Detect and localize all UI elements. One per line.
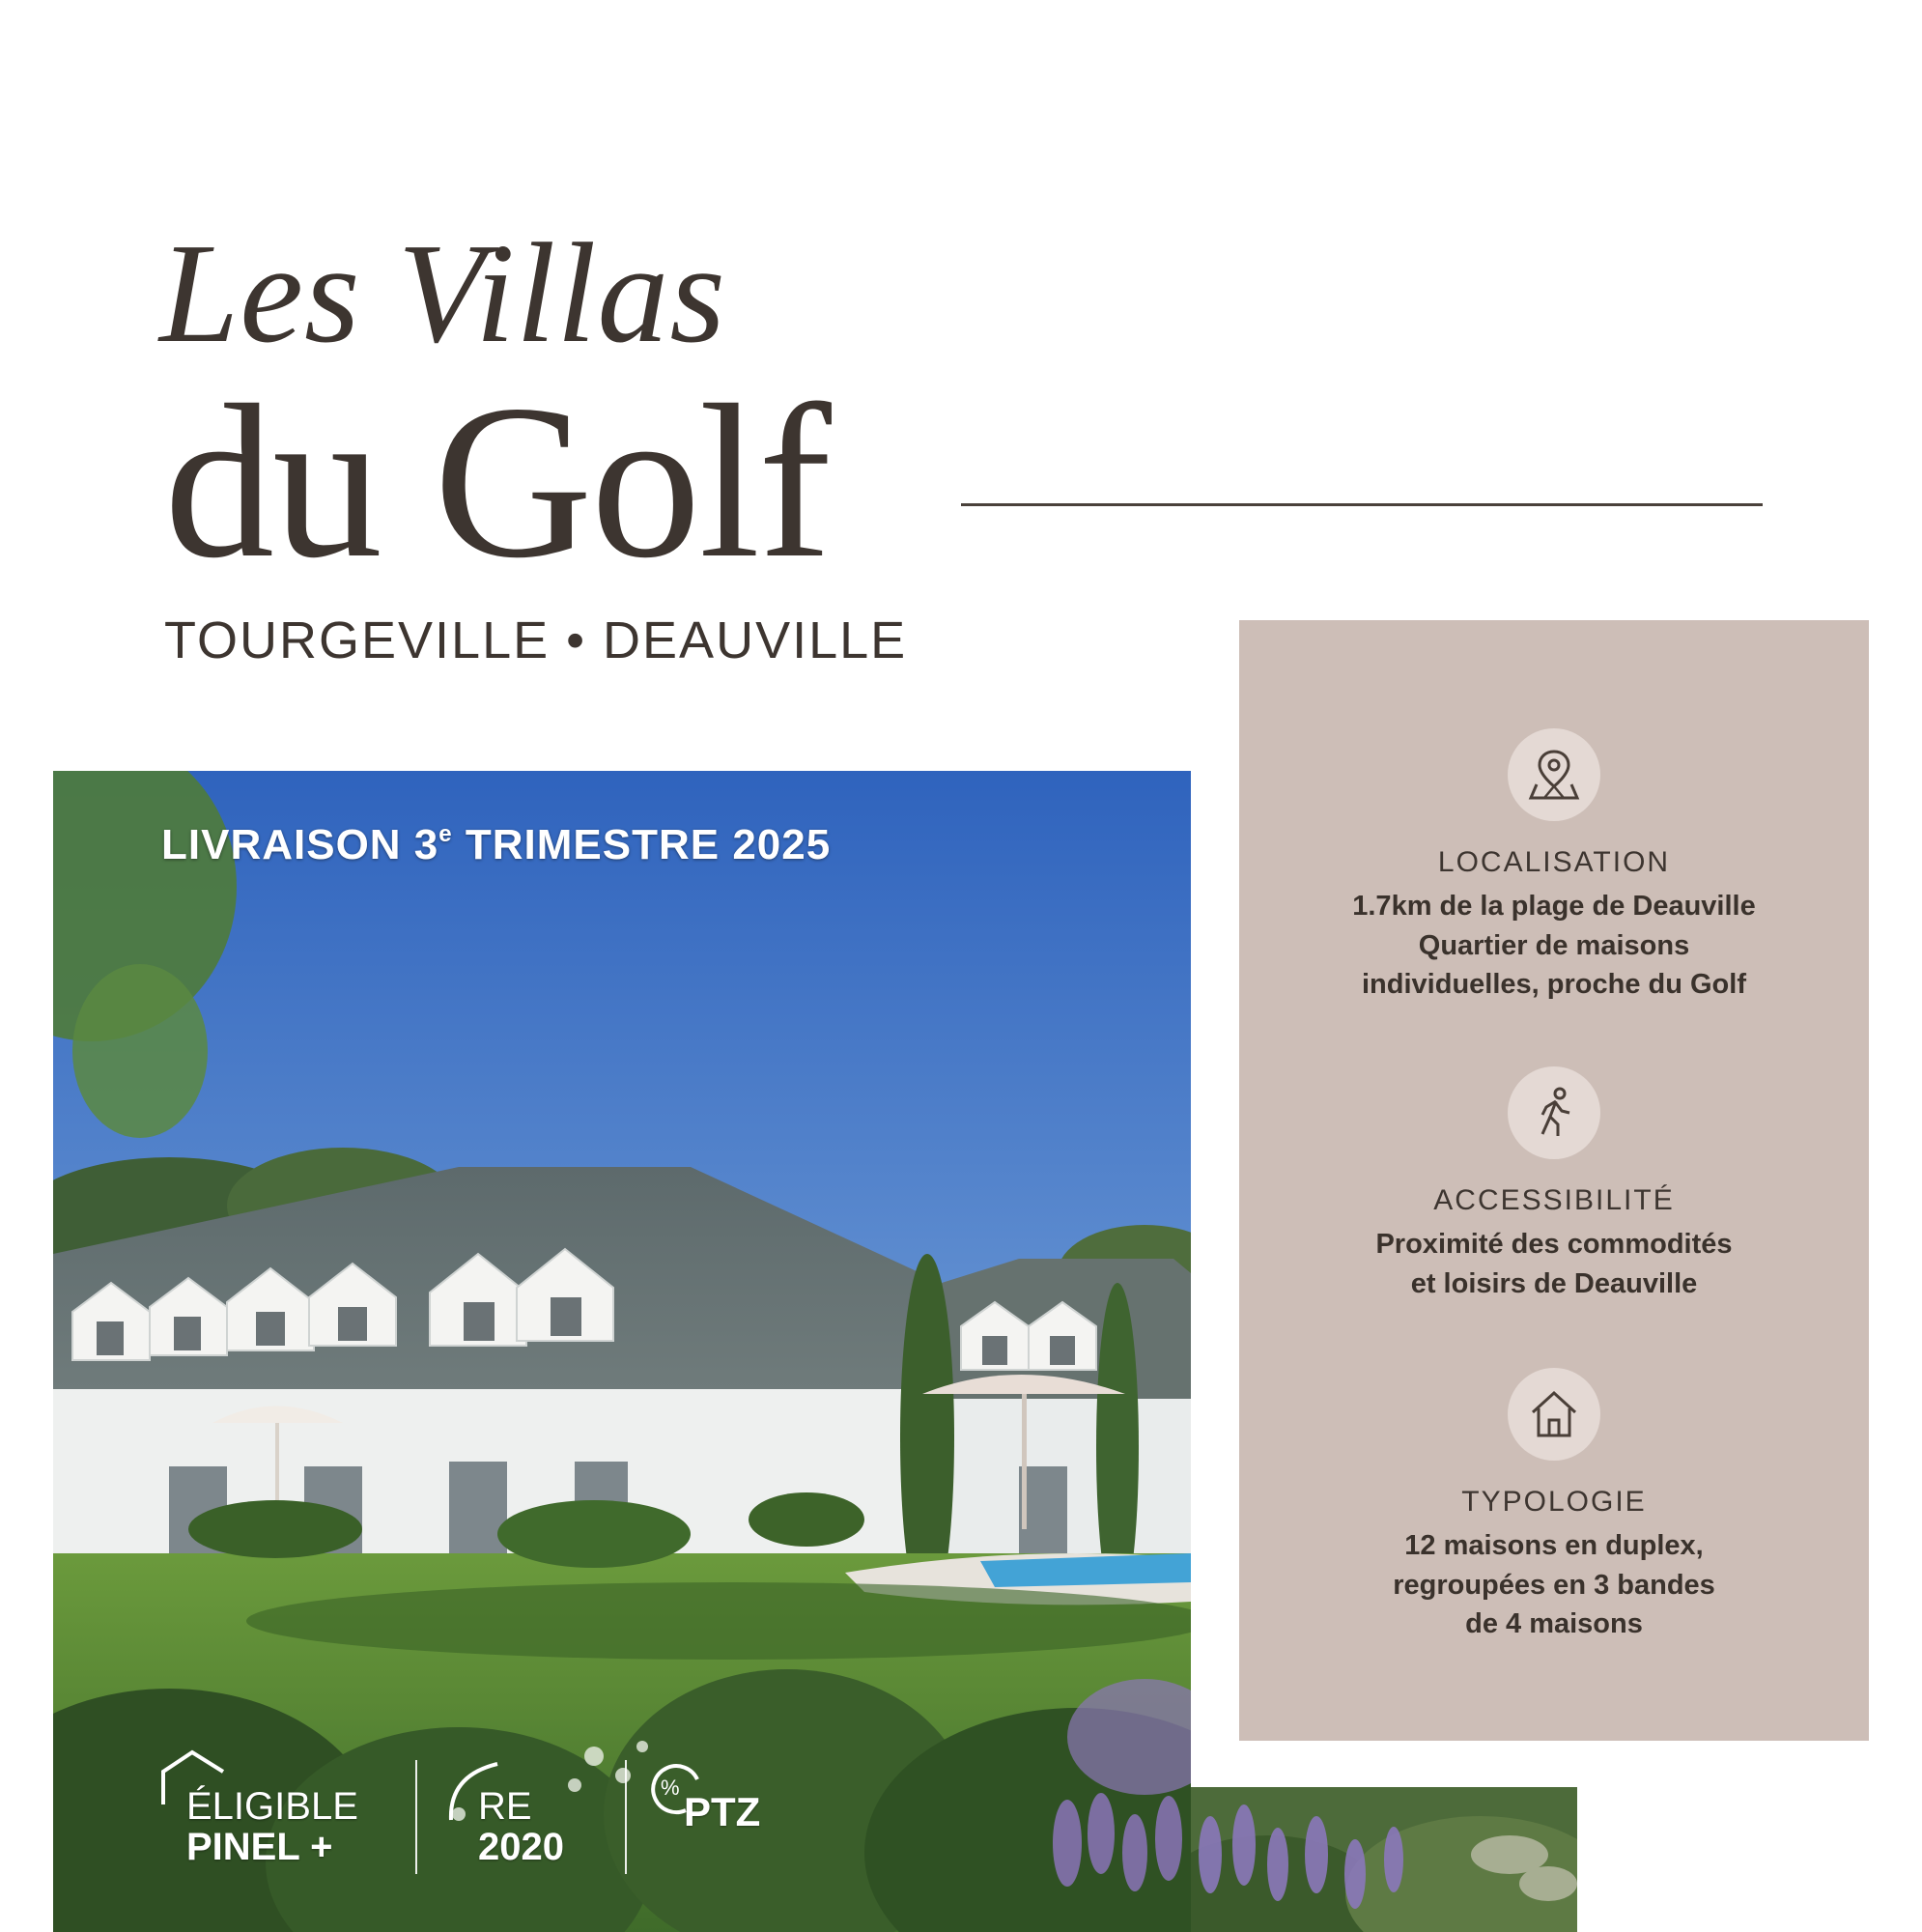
info-panel: [1239, 620, 1869, 1741]
localisation-heading: LOCALISATION: [1437, 846, 1671, 878]
location-subtitle: TOURGEVILLE • DEAUVILLE: [164, 611, 908, 669]
re-line-1: RE: [478, 1785, 532, 1828]
re-line-2: 2020: [478, 1826, 564, 1868]
localisation-text: 1.7km de la plage de Deauville Quartier de maisons individuelles, proche du Golf: [1352, 891, 1756, 1001]
accessibilite-heading: ACCESSIBILITÉ: [1433, 1184, 1675, 1216]
delivery-date: LIVRAISON 3e TRIMESTRE 2025: [161, 821, 832, 868]
title-divider: [961, 503, 1763, 506]
pinel-line-2: PINEL +: [186, 1826, 333, 1868]
lavender-illustration: [1191, 1787, 1577, 1932]
accessibilite-icon-circle: [1508, 1066, 1600, 1159]
accessibilite-text: Proximité des commodités et loisirs de Deauville: [1375, 1229, 1733, 1299]
localisation-block: [1239, 728, 1869, 1005]
badge-separator: [415, 1760, 417, 1874]
badge-separator: [625, 1760, 627, 1874]
typologie-block: [1239, 1368, 1869, 1644]
map-pin-icon: [1525, 746, 1583, 804]
accessibilite-block: [1239, 1066, 1869, 1303]
ptz-label: PTZ: [684, 1789, 761, 1834]
title-line-2: du Golf: [164, 360, 830, 604]
photo-extension: [1191, 1787, 1577, 1932]
pinel-line-1: ÉLIGIBLE: [186, 1785, 358, 1828]
localisation-icon-circle: [1508, 728, 1600, 821]
title-line-1: Les Villas: [159, 214, 726, 373]
house-icon: [1525, 1385, 1583, 1443]
walking-person-icon: [1525, 1084, 1583, 1142]
typologie-text: 12 maisons en duplex, regroupées en 3 bandes de 4 maisons: [1393, 1530, 1715, 1640]
ptz-badge: [647, 1748, 802, 1884]
villa-photo: [53, 771, 1191, 1932]
typologie-heading: TYPOLOGIE: [1461, 1486, 1647, 1518]
re2020-badge: [439, 1748, 613, 1884]
typologie-icon-circle: [1508, 1368, 1600, 1461]
svg-text:%: %: [661, 1776, 680, 1800]
eligibility-badges: [159, 1748, 835, 1884]
pinel-badge: [159, 1748, 391, 1884]
